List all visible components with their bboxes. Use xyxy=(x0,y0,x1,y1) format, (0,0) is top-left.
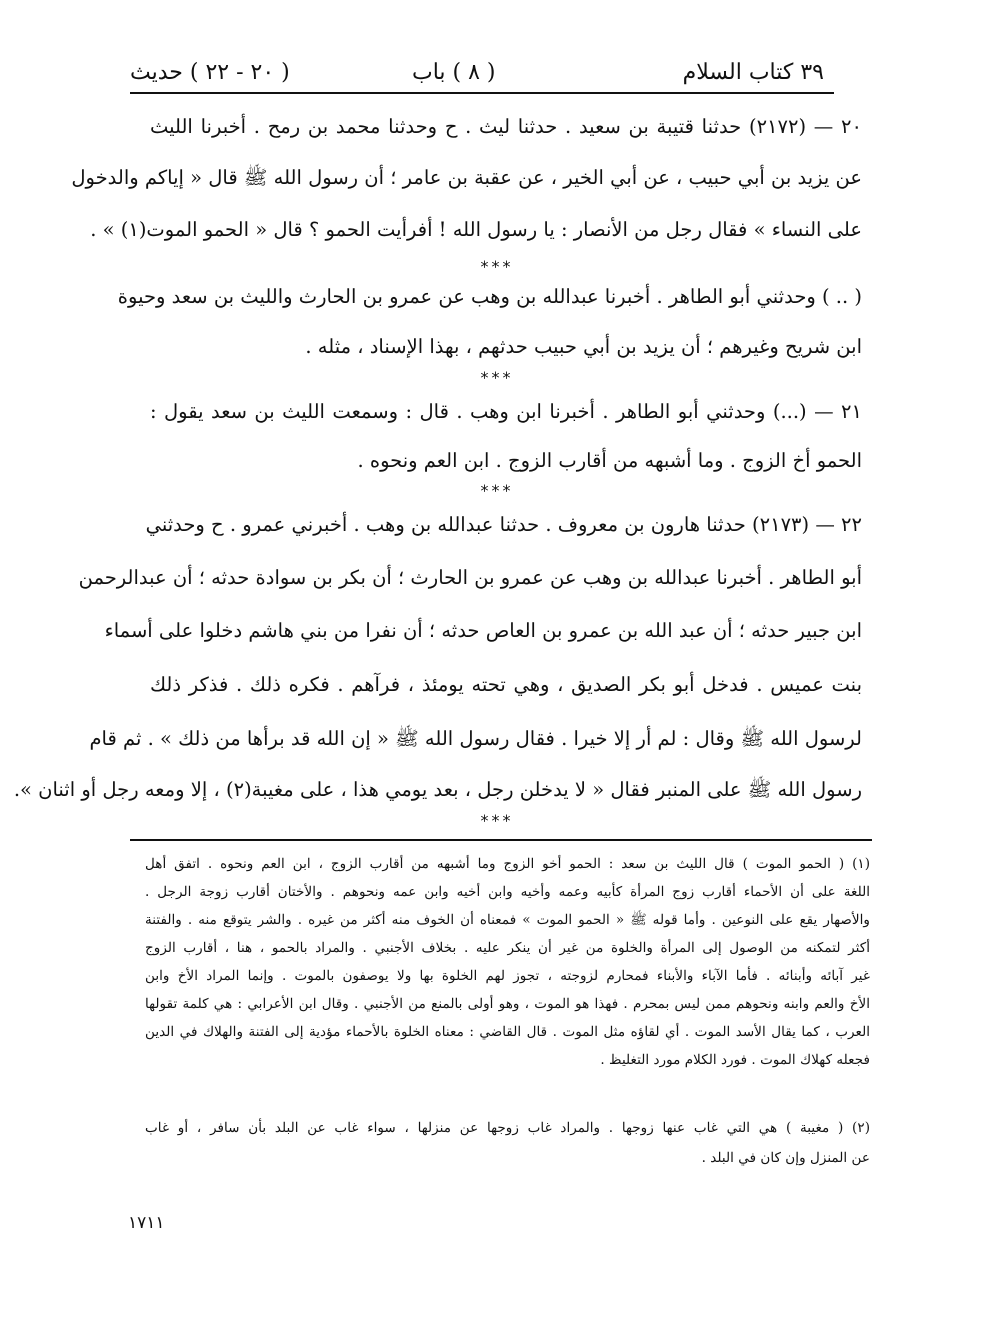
hadith-20b-line-2: ابن شريح وغيرهم ؛ أن يزيد بن أبي حبيب حدثهم ، بهذا الإسناد ، مثله . xyxy=(305,335,862,358)
separator-stars-1: *** xyxy=(480,257,514,276)
hadith-22-line-6: رسول الله ﷺ على المنبر فقال « لا يدخلن رجل ، بعد يومي هذا ، على مغيبة(٢) ، إلا ومعه رجل أو اثنان ». xyxy=(13,778,862,801)
footnote-1-line-1: (١) ( الحمو الموت ) قال الليث بن سعد : الحمو أخو الزوج وما أشبهه من أقارب الزوج ، ابن العم ونحوه . اتفق أهل xyxy=(145,856,870,872)
hadith-22-line-5: لرسول الله ﷺ وقال : لم أر إلا خيرا . فقال رسول الله ﷺ « إن الله قد برأها من ذلك » . ثم قام xyxy=(89,727,862,750)
footnote-1-line-2: اللغة على أن الأحماء أقارب زوج المرأة كأبيه وعمه وأخيه وابن أخيه وابن عمه ونحوهم . والأختان أقارب زوجة الرجل . xyxy=(145,884,870,900)
separator-stars-4: *** xyxy=(480,811,514,830)
hadith-22-line-1: ٢٢ — (٢١٧٣) حدثنا هارون بن معروف . حدثنا عبدالله بن وهب . أخبرني عمرو . ح وحدثني xyxy=(145,513,862,536)
hadith-22-line-4: بنت عميس . فدخل أبو بكر الصديق ، وهي تحته يومئذ ، فرآهم . فكره ذلك . فذكر ذلك xyxy=(150,673,862,696)
header-rule xyxy=(130,92,834,94)
footnote-1-line-6: الأخ والعم وابنه ونحوهم ممن ليس بمحرم . فهذا هو الموت ، وهو أولى بالمنع من الأجنبي . وقال ابن الأعرابي : هي كلمة تقولها xyxy=(145,996,870,1012)
hadith-22-line-3: ابن جبير حدثه ؛ أن عبد الله بن عمرو بن العاص حدثه ؛ أن نفرا من بني هاشم دخلوا على أسماء xyxy=(104,619,862,642)
hadith-22-line-2: أبو الطاهر . أخبرنا عبدالله بن وهب عن عمرو بن الحارث ؛ أن بكر بن سوادة حدثه ؛ أن عبدالرحمن xyxy=(78,566,862,589)
separator-stars-3: *** xyxy=(480,481,514,500)
hadith-21-line-2: الحمو أخ الزوج . وما أشبهه من أقارب الزوج . ابن العم ونحوه . xyxy=(357,449,862,472)
header-chapter: ( ٨ ) باب xyxy=(412,60,496,85)
footnote-2-line-2: عن المنزل وإن كان في البلد . xyxy=(701,1150,870,1166)
header-hadith-range: ( ٢٠ - ٢٢ ) حديث xyxy=(130,60,290,85)
footnote-1-line-7: العرب ، كما يقال الأسد الموت . أي لقاؤه مثل الموت . قال القاضي : معناه الخلوة بالأحماء مؤدية إلى الفتنة والهلاك في الدين xyxy=(145,1024,870,1040)
footnote-rule xyxy=(130,839,872,841)
hadith-20-line-2: عن يزيد بن أبي حبيب ، عن أبي الخير ، عن عقبة بن عامر ؛ أن رسول الله ﷺ قال « إياكم والدخول xyxy=(71,166,862,189)
hadith-20-line-1: ٢٠ — (٢١٧٢) حدثنا قتيبة بن سعيد . حدثنا ليث . ح وحدثنا محمد بن رمح . أخبرنا الليث xyxy=(150,115,862,138)
footnote-1-line-3: والأصهار يقع على النوعين . وأما قوله ﷺ « الحمو الموت » فمعناه أن الخوف منه أكثر من غيره . والشر يتوقع منه . والفتنة xyxy=(145,912,870,928)
footnote-1-line-4: أكثر لتمكنه من الوصول إلى المرأة والخلوة من غير أن ينكر عليه . بخلاف الأجنبي . والمراد بالحمو ، هنا ، أقارب الزوج xyxy=(145,940,870,956)
footnote-1-line-5: غير آبائه وأبنائه . فأما الآباء والأبناء فمحارم لزوجته ، تجوز لهم الخلوة بها ولا يوصفون بالموت . وإنما المراد الأخ وابن xyxy=(145,968,870,984)
header-page-and-book: ٣٩ كتاب السلام xyxy=(682,60,824,85)
footnote-1-line-8: فجعله كهلاك الموت . فورد الكلام مورد التغليظ . xyxy=(600,1052,870,1068)
page-number: ١٧١١ xyxy=(128,1213,165,1233)
hadith-20-line-3: على النساء » فقال رجل من الأنصار : يا رسول الله ! أفرأيت الحمو ؟ قال « الحمو الموت(١) » . xyxy=(90,218,862,241)
running-header xyxy=(130,52,824,92)
separator-stars-2: *** xyxy=(480,368,514,387)
hadith-20b-line-1: ( .. ) وحدثني أبو الطاهر . أخبرنا عبدالله بن وهب عن عمرو بن الحارث والليث بن سعد وحيوة xyxy=(117,285,862,308)
footnote-2-line-1: (٢) ( مغيبة ) هي التي غاب عنها زوجها . والمراد غاب زوجها عن منزلها ، سواء غاب عن البلد بأن سافر ، أو غاب xyxy=(145,1120,870,1136)
hadith-21-line-1: ٢١ — (...) وحدثني أبو الطاهر . أخبرنا ابن وهب . قال : وسمعت الليث بن سعد يقول : xyxy=(150,400,862,423)
